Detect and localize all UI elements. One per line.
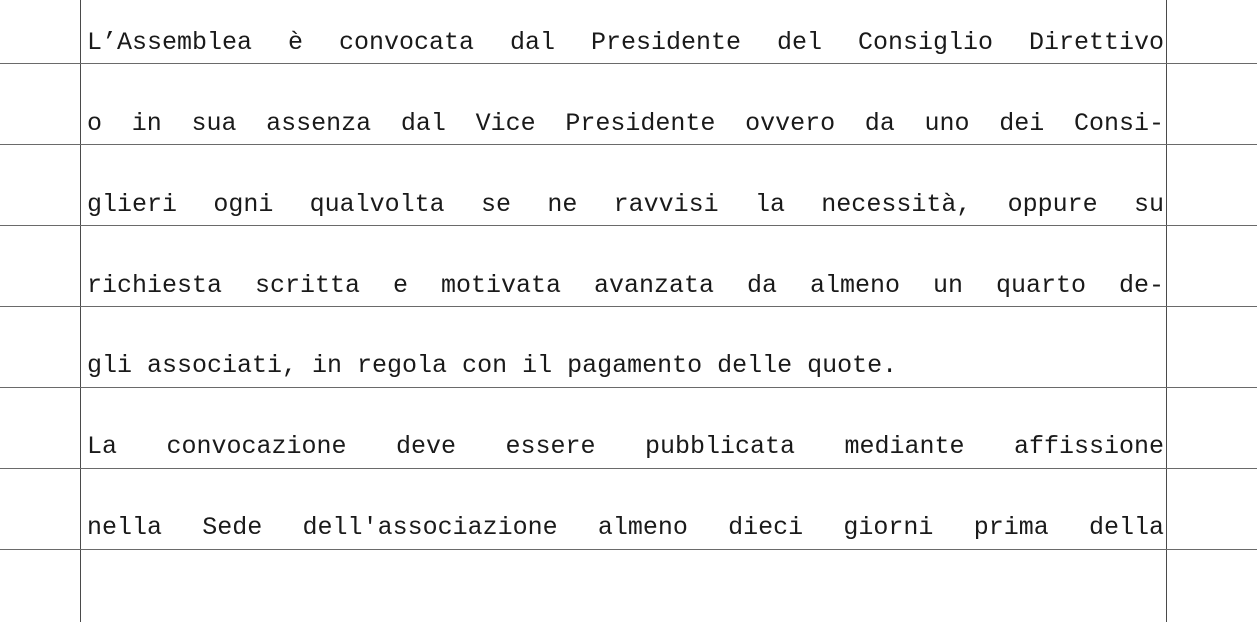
- ruled-line: [0, 306, 1257, 307]
- text-line-5: gli associati, in regola con il pagamento delle quote.: [87, 351, 898, 380]
- text-line-7: nella Sede dell'associazione almeno dieci giorni prima della: [87, 513, 1164, 542]
- ruled-line: [0, 549, 1257, 550]
- ruled-line: [0, 468, 1257, 469]
- ruled-line: [0, 387, 1257, 388]
- text-line-2: o in sua assenza dal Vice Presidente ovvero da uno dei Consi-: [87, 109, 1164, 138]
- ruled-line: [0, 63, 1257, 64]
- text-line-6: La convocazione deve essere pubblicata mediante affissione: [87, 432, 1164, 461]
- text-line-3: glieri ogni qualvolta se ne ravvisi la necessità, oppure su: [87, 190, 1164, 219]
- ruled-line: [0, 144, 1257, 145]
- left-margin-line: [80, 0, 81, 622]
- right-margin-line: [1166, 0, 1167, 622]
- ruled-line: [0, 225, 1257, 226]
- text-line-4: richiesta scritta e motivata avanzata da almeno un quarto de-: [87, 271, 1164, 300]
- text-line-1: L’Assemblea è convocata dal Presidente del Consiglio Direttivo: [87, 28, 1164, 57]
